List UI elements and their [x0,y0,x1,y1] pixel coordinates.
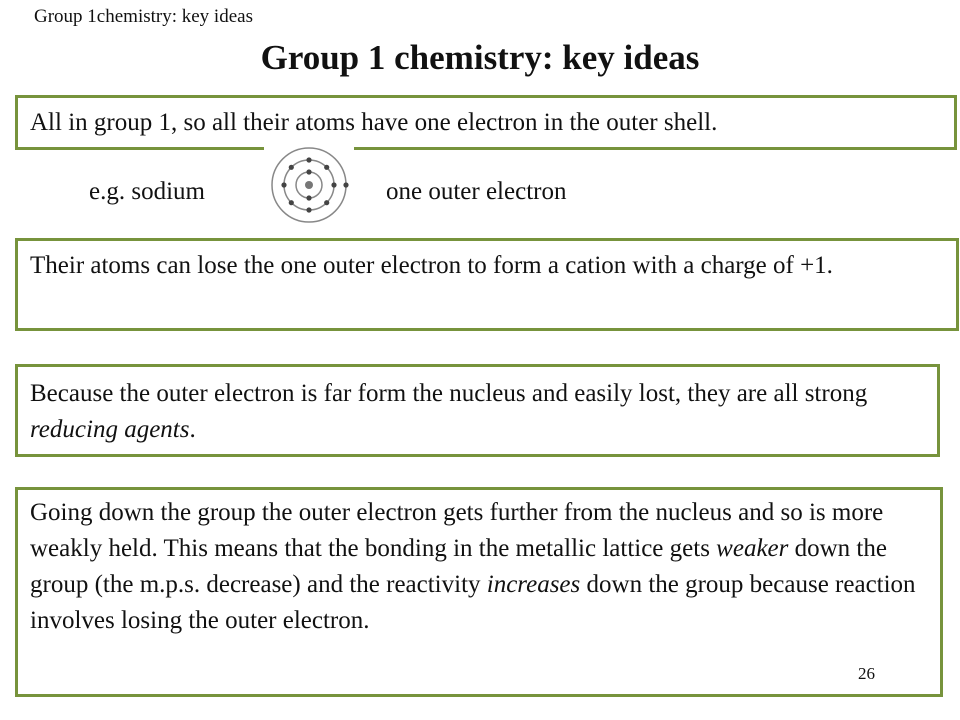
cation-text: Their atoms can lose the one outer electron to form a cation with a charge of +1. [30,252,833,279]
slide-title: Group 1 chemistry: key ideas [260,38,700,77]
slide-header: Group 1chemistry: key ideas [34,6,253,27]
key-idea-box-cation [15,238,959,331]
trends-text-1: Going down the group the outer electron gets further from the nucleus and so is more weakly held. This means that the bonding in the metallic lattice gets [30,499,884,562]
key-idea-box-reducing-agents [15,364,940,457]
reducing-agents-text: Because the outer electron is far form the nucleus and easily lost, they are all strong [30,380,868,407]
outer-shell-text: All in group 1, so all their atoms have one electron in the outer shell. [30,109,718,136]
page-number: 26 [858,664,875,683]
trends-text-3: down the group because reaction involves losing the outer electron. [30,571,916,634]
trends-emphasis-increases: increases [486,571,581,598]
trends-text-2: down the group (the m.p.s. decrease) and the reactivity [30,535,887,598]
key-idea-box-outer-shell [15,95,957,150]
reducing-agents-emphasis: reducing agents [30,416,190,443]
example-description: one outer electron [386,178,567,205]
key-idea-box-trends [15,487,943,697]
example-label: e.g. sodium [89,178,205,205]
reducing-agents-end: . [189,416,196,443]
trends-emphasis-weaker: weaker [716,535,789,562]
sodium-atom-icon [264,140,354,230]
